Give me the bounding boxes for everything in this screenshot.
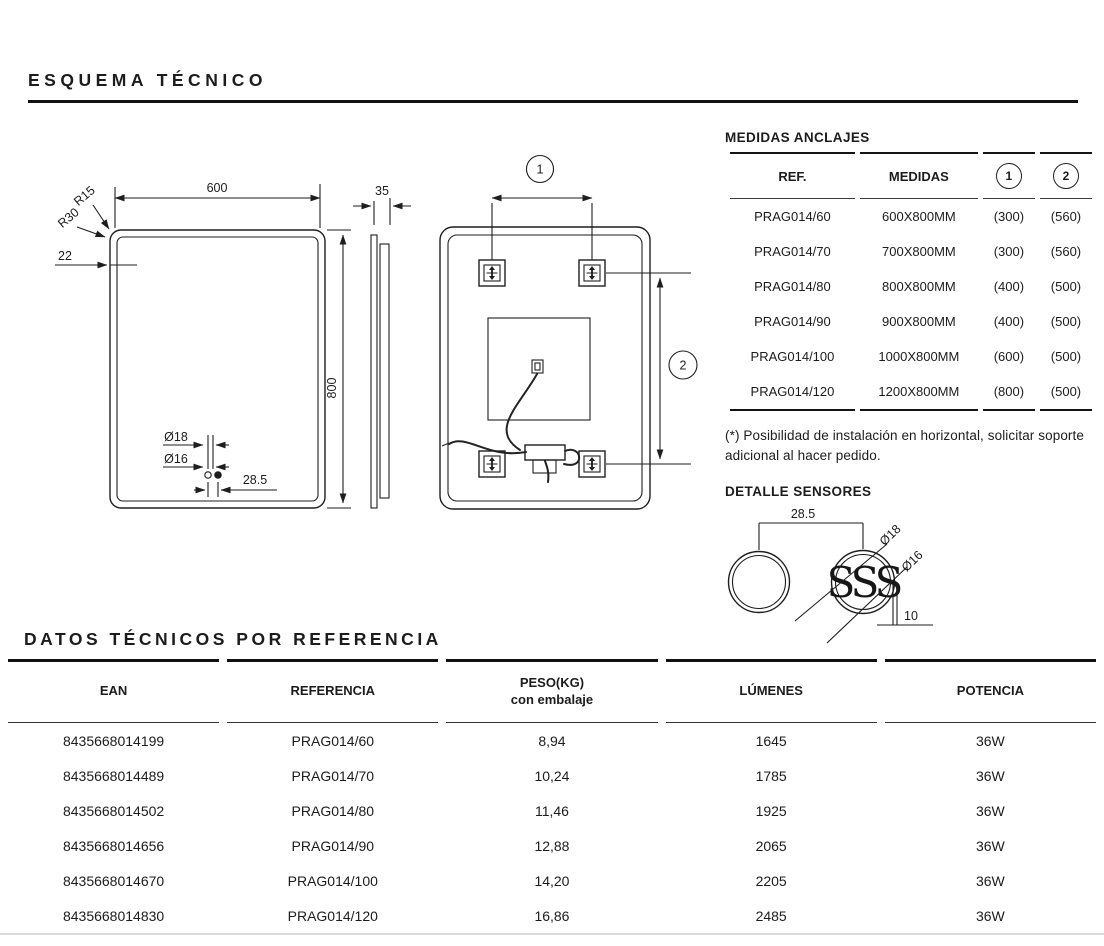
tech-row	[8, 793, 1096, 828]
cell-referencia: PRAG014/80	[291, 802, 375, 819]
cell-dim2: (500)	[1050, 314, 1082, 329]
tech-table-wrap	[0, 659, 1104, 935]
cell-dim1: (600)	[993, 349, 1025, 364]
cell-ean: 8435668014656	[62, 837, 165, 854]
anchors-row	[730, 199, 1092, 234]
col-header-peso	[446, 659, 657, 723]
col-header-dim2	[1040, 152, 1092, 199]
front-d18-label: Ø18	[164, 430, 188, 444]
cell-dim2: (560)	[1050, 209, 1082, 224]
anchors-row	[730, 374, 1092, 411]
anchor-fitting-bottom-right	[579, 451, 605, 477]
cell-lumenes: 2065	[755, 837, 787, 854]
anchors-header-row	[730, 152, 1092, 199]
cell-ref: PRAG014/120	[730, 374, 855, 411]
tech-row	[8, 828, 1096, 863]
cell-referencia: PRAG014/100	[287, 872, 378, 889]
anchors-table-title: MEDIDAS ANCLAJES	[725, 130, 870, 145]
cell-ref: PRAG014/70	[754, 244, 831, 259]
col-header-peso-sub: con embalaje	[510, 691, 594, 707]
anchor-fitting-top-right	[579, 260, 605, 286]
cell-medidas: 600X800MM	[882, 209, 956, 224]
cell-medidas: 700X800MM	[882, 244, 956, 259]
horizontal-install-note: (*) Posibilidad de instalación en horizontal, solicitar soporte adicional al hacer pedido.	[725, 428, 1084, 464]
cell-lumenes: 1785	[755, 767, 787, 784]
side-view-drawing	[353, 184, 411, 508]
cell-dim2: (500)	[1050, 349, 1082, 364]
cell-ref: PRAG014/60	[754, 209, 831, 224]
anchors-row	[730, 269, 1092, 304]
right-column	[725, 130, 1097, 646]
anchors-row	[730, 304, 1092, 339]
col-header-ean: EAN	[8, 659, 219, 723]
title-rule	[28, 100, 1078, 103]
col-header-peso-main: PESO(KG)	[519, 675, 585, 690]
cell-lumenes: 1645	[755, 732, 787, 749]
cell-medidas: 1000X800MM	[878, 349, 960, 364]
cell-potencia: 36W	[975, 872, 1005, 889]
anchors-table	[725, 152, 1097, 411]
cell-referencia: PRAG014/70	[291, 767, 375, 784]
cell-dim1: (400)	[993, 279, 1025, 294]
col-header-referencia: REFERENCIA	[227, 659, 438, 723]
cell-referencia: PRAG014/120	[287, 907, 378, 924]
cell-dim2: (560)	[1050, 244, 1082, 259]
sensor-detail-drawing	[715, 504, 1055, 646]
back-callout2-label: 2	[679, 358, 687, 373]
cell-dim1: (400)	[993, 314, 1025, 329]
front-height-dim-label: 800	[325, 377, 339, 399]
col-header-potencia: POTENCIA	[885, 659, 1096, 723]
front-view-drawing	[55, 181, 351, 508]
cell-peso: 14,20	[534, 872, 570, 889]
col-header-medidas: MEDIDAS	[860, 152, 978, 199]
front-radius-outer-label: R30	[55, 205, 82, 231]
cell-peso: 11,46	[534, 802, 569, 819]
front-offset-dim-label: 28.5	[242, 473, 268, 487]
tech-header-row	[8, 659, 1096, 723]
sensor-logo-text: SSS	[826, 557, 900, 607]
col-header-lumenes: LÚMENES	[666, 659, 877, 723]
back-callout1-label: 1	[536, 162, 544, 177]
anchor-fitting-bottom-left	[479, 451, 505, 477]
cell-medidas: 1200X800MM	[860, 374, 978, 411]
circled-1-badge: 1	[996, 163, 1022, 189]
cell-dim1: (800)	[983, 374, 1035, 411]
page-title: ESQUEMA TÉCNICO	[28, 70, 267, 90]
cell-potencia: 36W	[975, 837, 1005, 854]
cell-dim2: (500)	[1040, 374, 1092, 411]
cell-dim1: (300)	[993, 209, 1025, 224]
cell-peso: 12,88	[534, 837, 570, 854]
cell-peso: 16,86	[534, 907, 570, 924]
cell-lumenes: 1925	[755, 802, 787, 819]
cell-medidas: 900X800MM	[882, 314, 956, 329]
cell-referencia: PRAG014/60	[291, 732, 375, 749]
tech-row	[8, 758, 1096, 793]
cell-dim1: (300)	[993, 244, 1025, 259]
cell-ean: 8435668014670	[62, 872, 165, 889]
anchors-row	[730, 234, 1092, 269]
tech-section-title: DATOS TÉCNICOS POR REFERENCIA	[24, 629, 442, 649]
sensors-detail-title: DETALLE SENSORES	[725, 483, 872, 499]
anchor-fitting-top-left	[479, 260, 505, 286]
cell-potencia: 36W	[975, 732, 1005, 749]
sensor-depth-dim-label: 10	[904, 608, 918, 623]
sensor-distance-dim-label: 28.5	[790, 506, 816, 521]
cell-ean: 8435668014199	[62, 732, 165, 749]
cell-ean: 8435668014502	[62, 802, 165, 819]
cell-ean: 8435668014830	[62, 907, 165, 924]
sensor-d18-label: Ø18	[876, 521, 904, 548]
cell-potencia: 36W	[975, 767, 1005, 784]
cell-potencia: 36W	[975, 907, 1005, 924]
cell-potencia: 36W	[975, 802, 1005, 819]
col-header-dim1	[983, 152, 1035, 199]
sensor-d16-label: Ø16	[898, 547, 926, 574]
cell-dim2: (500)	[1050, 279, 1082, 294]
cell-referencia: PRAG014/90	[291, 837, 375, 854]
back-view-drawing	[440, 156, 697, 510]
anchors-row	[730, 339, 1092, 374]
tech-row	[8, 723, 1096, 758]
cell-ref: PRAG014/80	[754, 279, 831, 294]
tech-table	[0, 659, 1104, 933]
front-d16-label: Ø16	[164, 452, 188, 466]
cell-lumenes: 2485	[755, 907, 787, 924]
side-depth-dim-label: 35	[375, 184, 389, 198]
circled-2-badge: 2	[1053, 163, 1079, 189]
tech-row	[8, 863, 1096, 898]
cell-lumenes: 2205	[755, 872, 787, 889]
cell-medidas: 800X800MM	[882, 279, 956, 294]
front-width-dim-label: 600	[206, 181, 228, 195]
col-header-ref: REF.	[730, 152, 855, 199]
technical-drawing	[15, 113, 715, 537]
tech-row	[8, 898, 1096, 933]
cell-ref: PRAG014/90	[754, 314, 831, 329]
front-inset-dim-label: 22	[58, 249, 72, 263]
front-radius-inner-label: R15	[71, 183, 98, 209]
cell-ref: PRAG014/100	[750, 349, 835, 364]
cell-peso: 10,24	[534, 767, 570, 784]
cell-peso: 8,94	[538, 732, 566, 749]
cell-ean: 8435668014489	[62, 767, 165, 784]
